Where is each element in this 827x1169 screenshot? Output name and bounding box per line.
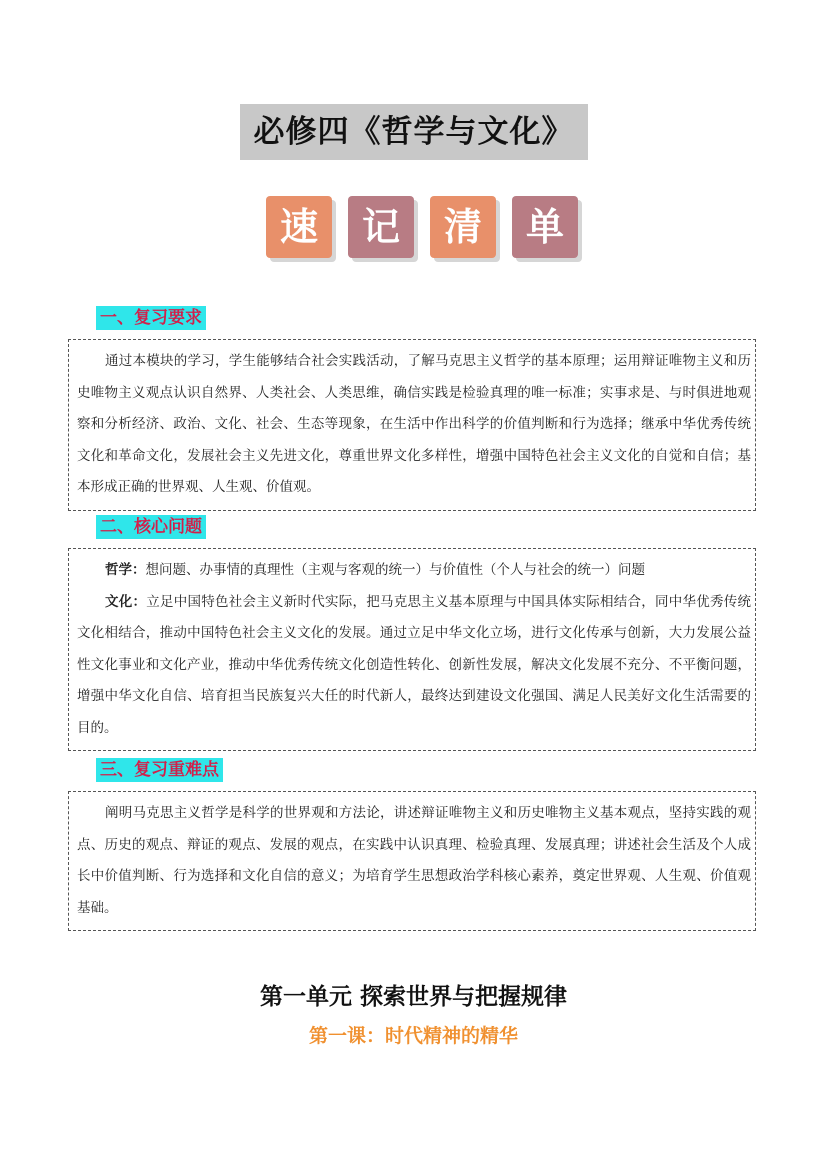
section-box-core-issues xyxy=(68,548,756,751)
title-wrap xyxy=(0,104,827,160)
page-title: 必修四《哲学与文化》 xyxy=(240,104,588,160)
section-heading-key-points: 三、复习重难点 xyxy=(96,758,223,782)
banner-tile-4: 单 xyxy=(512,196,578,258)
banner-tile-2: 记 xyxy=(348,196,414,258)
section-paragraph: 阐明马克思主义哲学是科学的世界观和方法论，讲述辩证唯物主义和历史唯物主义基本观点，坚持实践的观点、历史的观点、辩证的观点、发展的观点，在实践中认识真理、检验真理、发展真理；讲述社会生活及个人成长中价值判断、行为选择和文化自信的意义；为培育学生思想政治学科核心素养，奠定世界观、人生观、价值观基础。 xyxy=(77,805,751,916)
banner-tile-3: 清 xyxy=(430,196,496,258)
section-heading-requirements: 一、复习要求 xyxy=(96,306,206,330)
section-paragraph-philosophy: 哲学：想问题、办事情的真理性（主观与客观的统一）与价值性（个人与社会的统一）问题 xyxy=(105,562,645,578)
section-box-key-points xyxy=(68,791,756,931)
section-paragraph: 通过本模块的学习，学生能够结合社会实践活动，了解马克思主义哲学的基本原理；运用辩证唯物主义和历史唯物主义观点认识自然界、人类社会、人类思维，确信实践是检验真理的唯一标准；实事求是、与时俱进地观察和分析经济、政治、文化、社会、生态等现象，在生活中作出科学的价值判断和行为选择；继承中华优秀传统文化和革命文化，发展社会主义先进文化，尊重世界文化多样性，增强中国特色社会主义文化的自觉和自信；基本形成正确的世界观、人生观、价值观。 xyxy=(77,353,751,495)
section-paragraph-culture: 文化：立足中国特色社会主义新时代实际，把马克思主义基本原理与中国具体实际相结合，同中华优秀传统文化相结合，推动中国特色社会主义文化的发展。通过立足中华文化立场，进行文化传承与创新，大力发展公益性文化事业和文化产业，推动中华优秀传统文化创造性转化、创新性发展，解决文化发展不充分、不平衡问题，增强中华文化自信、培育担当民族复兴大任的时代新人，最终达到建设文化强国、满足人民美好文化生活需要的目的。 xyxy=(77,593,751,736)
section-box-requirements xyxy=(68,339,756,511)
quick-notes-banner xyxy=(266,196,586,266)
lesson-title: 第一课：时代精神的精华 xyxy=(308,1025,518,1047)
section-heading-core-issues: 二、核心问题 xyxy=(96,515,206,539)
unit-title: 第一单元 探索世界与把握规律 xyxy=(259,984,567,1010)
banner-tile-1: 速 xyxy=(266,196,332,258)
